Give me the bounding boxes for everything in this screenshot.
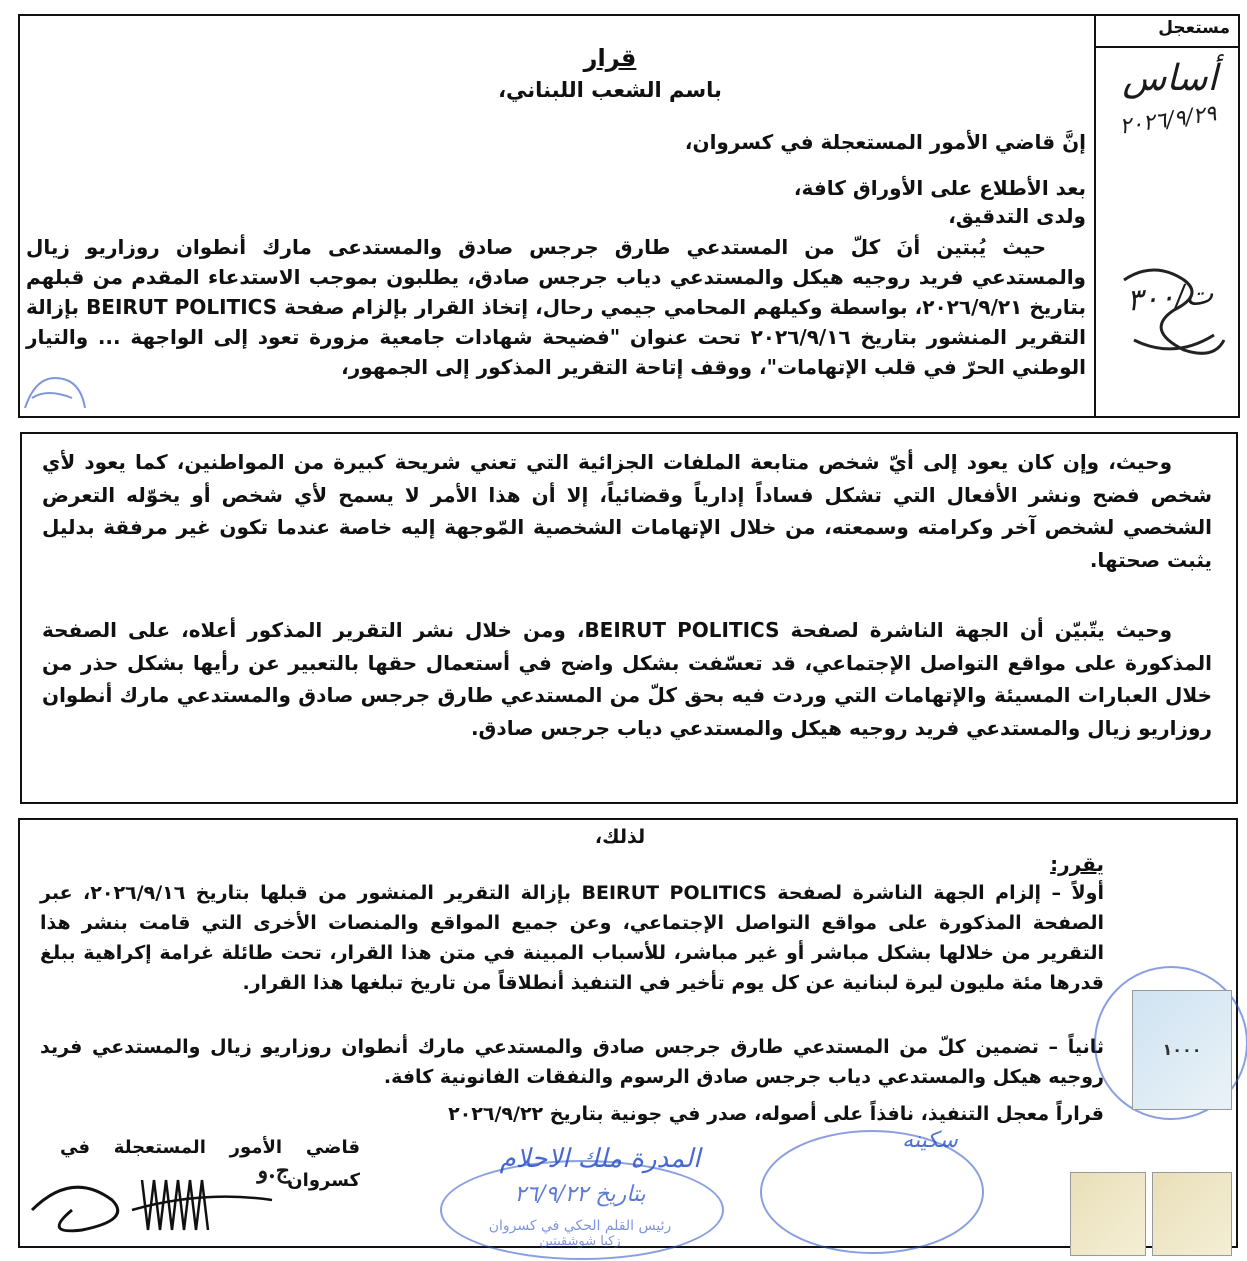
- revenue-stamp-bottom-left: [1070, 1172, 1146, 1256]
- margin-note-mid: ت/٣٠٠: [1125, 276, 1215, 319]
- court-stamp-icon: [440, 1160, 724, 1260]
- decision-subtitle: باسم الشعب اللبناني،: [498, 78, 722, 102]
- ruling-item-2: ثانياً – تضمين كلّ من المستدعي طارق جرجس صادق والمستدعي مارك أنطوان روزاريو زيال والمستدعي فريد روجيه هيكل والمستدعي دياب جرجس صادق الرسوم والنفقات الفانونية كافة.: [40, 1036, 1104, 1088]
- clerk-title: رئيس القلم الحكي في كسروان: [488, 1218, 672, 1234]
- clerk-name: زكيا شوشقيتين: [539, 1234, 621, 1249]
- ruling-item-1: أولاً – إلزام الجهة الناشرة لصفحة BEIRUT POLITICS بإزالة التقرير المنشور من قبلها بتاريخ ٢٠٢٦/٩/١٦، عبر الصفحة المذكورة على مواقع التواصل الإجتماعي، وعن جميع المواقع والمنصات الأخرى التي قامت بنشر هذا التقرير من خلالها بشكل مباشر أو غير مباشر، للأسباب المبينة في متن هذا القرار، تحت طائلة غرامة إكراهية ببلغ قدرها مئة مليون ليرة لبنانية عن كل يوم تأخير في التنفيذ أنطلاقاً من تاريخ تبلغها هذا القرار.: [40, 882, 1104, 994]
- margin-column-header-line: [1096, 46, 1238, 48]
- judge-signature-icon: [22, 1150, 282, 1246]
- revenue-stamp-top-value: ١٠٠٠: [1162, 1040, 1202, 1059]
- decision-title: قرار: [583, 44, 637, 72]
- margin-signature-icon: [1104, 250, 1234, 370]
- judge-signature-prefix: ج.و: [257, 1158, 290, 1184]
- ruling-yuqarrir: يقرر:: [1050, 852, 1104, 876]
- margin-column-label: مستعجل: [1158, 18, 1230, 38]
- ruling-closing: قراراً معجل التنفيذ، نافذاً على أصوله، صدر في جونية بتاريخ ٢٠٢٦/٩/٢٢: [448, 1103, 1104, 1125]
- margin-stamp-fragment-icon: [20, 368, 90, 414]
- intro-line-3: ولدى التدقيق،: [948, 204, 1086, 228]
- intro-line-1: إنَّ قاضي الأمور المستعجلة في كسروان،: [684, 130, 1086, 154]
- paragraph-reasoning-2: وحيث يتّبيّن أن الجهة الناشرة لصفحة BEIRUT POLITICS، ومن خلال نشر التقرير المذكور أعلاه، على الصفحة المذكورة على مواقع التواصل الإجتماعي، قد تعسّفت بشكل واضح في أستعمال حقها بالتعبير عن رأيها بشكل حذر من خلال العبارات المسيئة والإتهامات التي وردت فيه بحق كلّ من المستدعي طارق جرجس صادق والمستدعي مارك أنطوان روزاريو زيال والمستدعي فريد روجيه هيكل والمستدعي دياب جرجس صادق.: [42, 618, 1212, 740]
- blue-handwriting-3: بتاريخ ٢٦/٩/٢٢: [514, 1182, 646, 1207]
- margin-column-divider: [1094, 14, 1096, 418]
- margin-note-date: ٢٠٢٦/٩/٢٩: [1117, 101, 1219, 140]
- intro-line-2: بعد الأطلاع على الأوراق كافة،: [793, 176, 1086, 200]
- judge-title: قاضي الأمور المستعجلة في كسروان: [60, 1137, 360, 1191]
- paragraph-reasoning-1: وحيث، وإن كان يعود إلى أيّ شخص متابعة الملفات الجزائية التي تعني شريحة كبيرة من المواطنين، كما يعود لأي شخص فضح ونشر الأفعال التي تشكل فساداً إدارياً وقضائياً، إلا أن هذا الأمر لا يسمح لأي شخص أو يخوّله التعرض الشخصي لشخص آخر وكرامته وسمعته، من خلال الإتهامات الشخصية المّوجهة إليه خاصة عندما تكون غير مرفقة بدليل يثبت صحتها.: [42, 450, 1212, 572]
- clerk-seal-icon: [760, 1130, 984, 1254]
- ruling-heading: لذلك،: [594, 826, 646, 848]
- paragraph-request: حيث يُبتين أنَ كلّ من المستدعي طارق جرجس صادق والمستدعى مارك أنطوان روزاريو زيال والمستدعي فريد روجيه هيكل والمستدعي دياب جرجس صادق، يطلبون بموجب الاستدعاء المقدم من قبلهم بتاريخ ٢٠٢٦/٩/٢١، بواسطة وكيلهم المحامي جيمي رحال، إتخاذ القرار بإلزام صفحة BEIRUT POLITICS بإزالة التقرير المنشور بتاريخ ٢٠٢٦/٩/١٦ تحت عنوان "فضيحة شهادات جامعية مزورة تعود إلى الواجهة ... والتيار الوطني الحرّ في قلب الإتهامات"، ووقف إتاحة التقرير المذكور إلى الجمهور،: [26, 235, 1086, 379]
- margin-note-top: أساس: [1122, 58, 1218, 99]
- blue-handwriting-1: سكينه: [902, 1128, 958, 1153]
- revenue-stamp-bottom-right: [1152, 1172, 1232, 1256]
- blue-handwriting-2: المدرة ملك الاحلام: [499, 1144, 701, 1174]
